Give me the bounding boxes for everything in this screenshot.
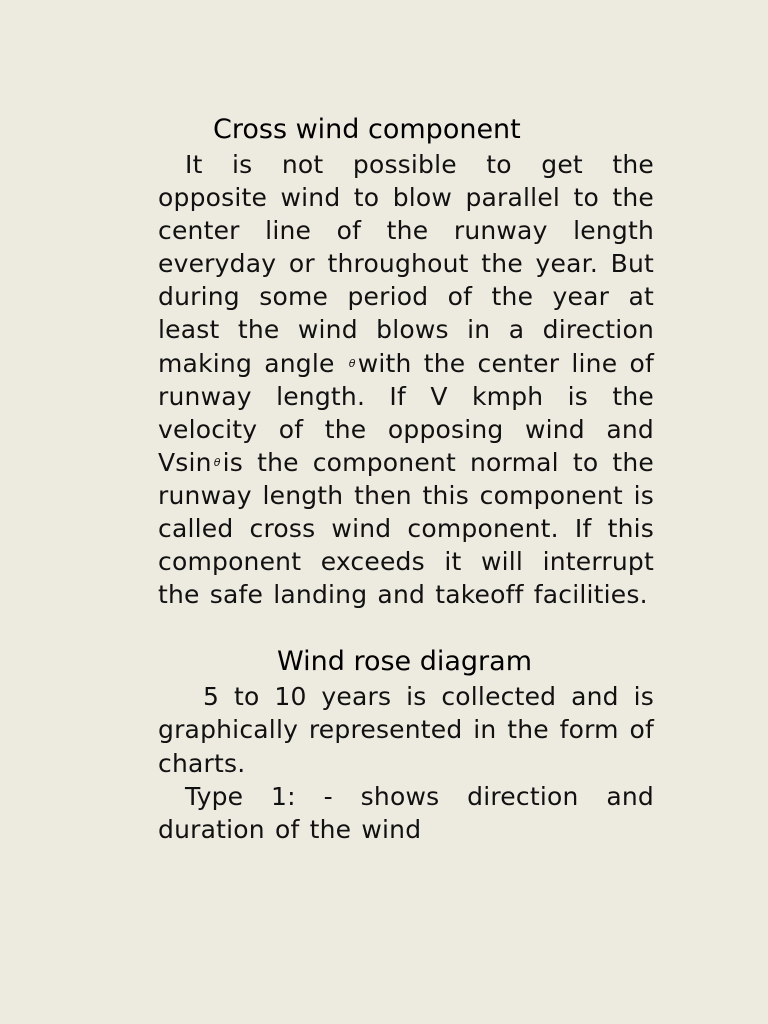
paragraph-text-3: is the component normal to the runway length then this component is called cross wind component. If this component exceeds it will interrupt the safe landing and takeoff facilities.: [158, 447, 654, 610]
type1-paragraph: Type 1: - shows direction and duration of the wind: [158, 781, 654, 844]
section-heading-cross-wind: Cross wind component: [213, 114, 521, 145]
paragraph-text-2: with the center line of runway length. If V kmph is the velocity of the opposing wind and Vsin: [158, 348, 654, 477]
wind-rose-paragraph: 5 to 10 years is collected and is graphically represented in the form of charts.: [158, 682, 654, 778]
theta-symbol: θ: [348, 356, 356, 370]
document-page: [158, 112, 654, 846]
paragraph-text-1: It is not possible to get the opposite wind to blow parallel to the center line of the runway length everyday or throughout the year. But during some period of the year at least the wind blows in a direction making angle: [158, 150, 654, 378]
theta-symbol: θ: [213, 455, 221, 469]
cross-wind-paragraph: [158, 148, 654, 611]
section-heading-wind-rose: Wind rose diagram: [277, 646, 532, 678]
section-spacer: [158, 611, 654, 644]
